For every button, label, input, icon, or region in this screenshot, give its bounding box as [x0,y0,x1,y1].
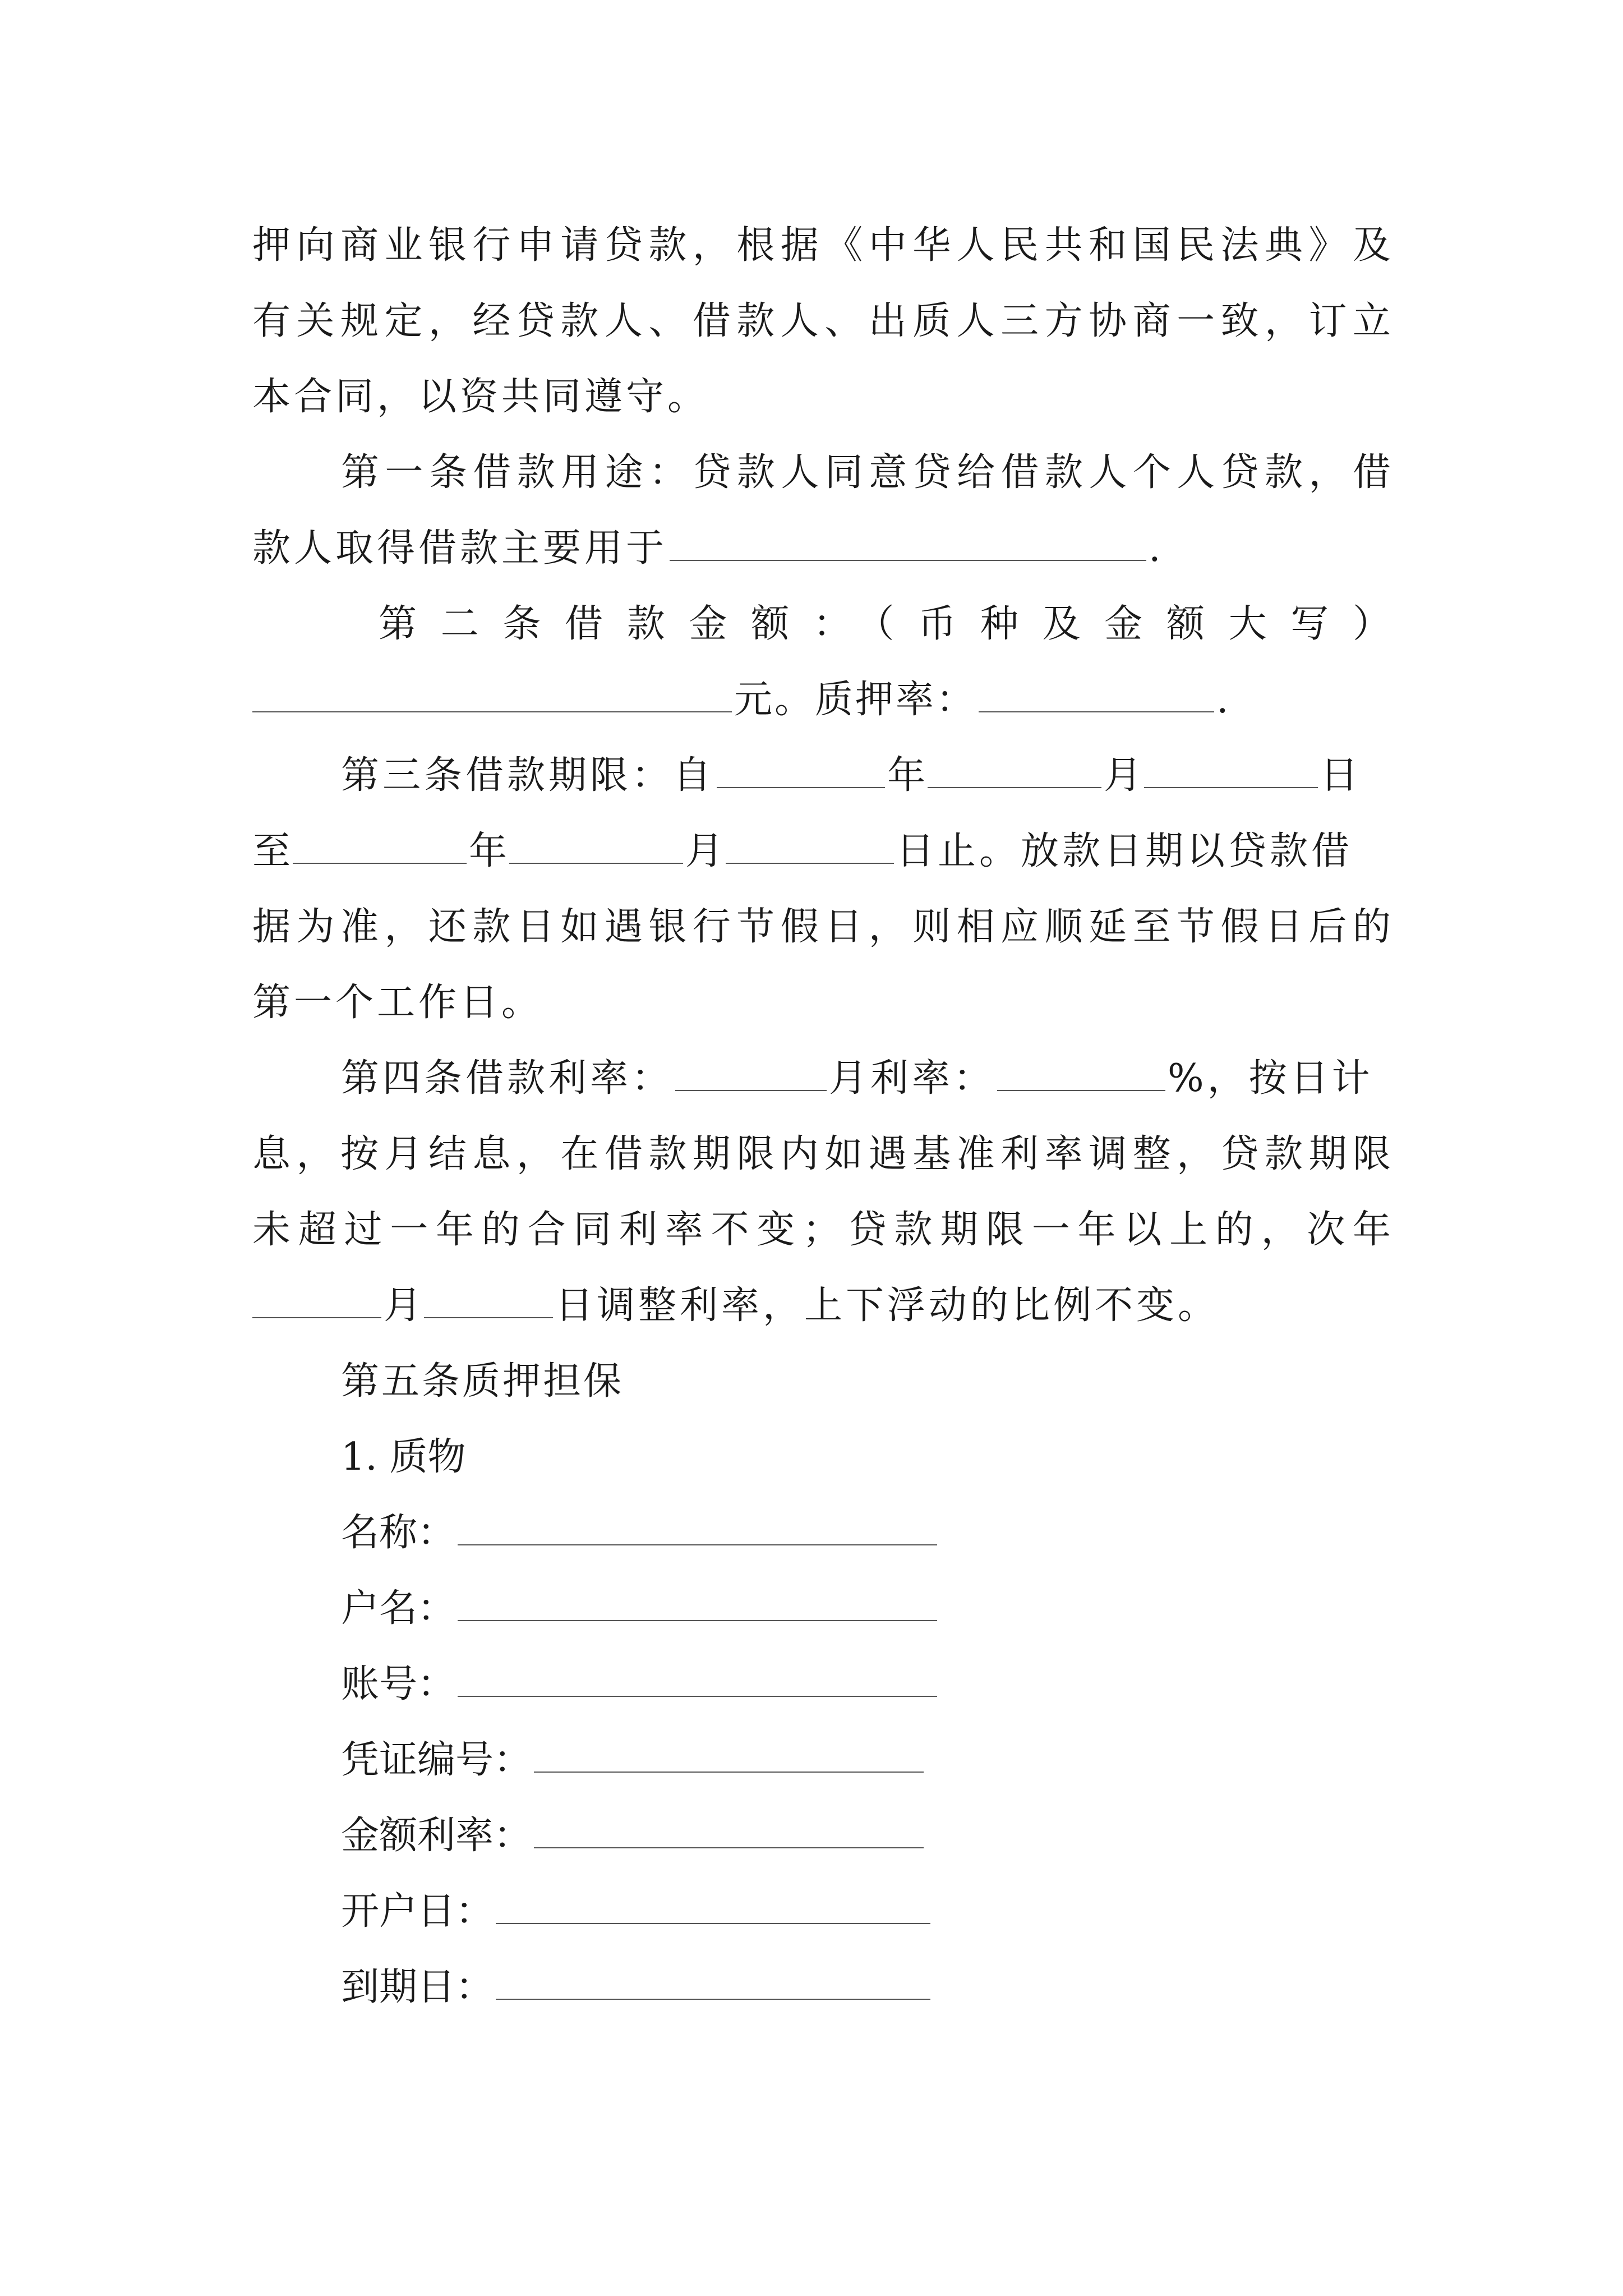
adjust-day-blank[interactable] [424,1282,553,1318]
intro-line-3: 本合同，以资共同遵守。 [252,375,709,419]
account-holder-row [341,1581,1479,1637]
to-label: 至 [252,829,291,873]
voucher-number-row [341,1732,1479,1788]
start-month-label: 月 [1104,753,1142,798]
article-2-line-1: 第二条借款金额：（币种及金额大写） [379,602,1391,646]
loan-rate-blank[interactable] [675,1055,827,1091]
pledge-rate-blank[interactable] [979,677,1214,712]
monthly-rate-blank[interactable] [997,1055,1165,1091]
article-3-period-label: 第三条借款期限：自 [341,753,715,798]
open-date-row [341,1884,1479,1940]
article-3-line-3: 据为准，还款日如遇银行节假日，则相应顺延至节假日后的 [252,905,1391,949]
open-date-label: 开户日： [341,1889,494,1934]
article-5-subtitle: 1. 质物 [341,1435,466,1479]
due-date-label: 到期日： [341,1965,494,2009]
amount-rate-row [341,1808,1479,1864]
article-4-line-3: 未超过一年的合同利率不变；贷款期限一年以上的，次年 [252,1208,1391,1252]
article-4-line-1 [341,1051,1391,1107]
end-month-label: 月 [685,829,724,873]
intro-line-1: 押向商业银行申请贷款，根据《中华人民共和国民法典》及 [252,223,1391,268]
account-number-label: 账号： [341,1662,456,1706]
article-1-purpose-label: 款人取得借款主要用于 [252,526,668,570]
article-2-line-2 [252,672,1391,728]
article-3-line-2 [252,823,1391,880]
article-4-line-4 [252,1278,1391,1334]
article-5-title: 第五条质押担保 [341,1359,624,1404]
article-2-unit-label: 元。质押率： [734,678,977,722]
article-1-end: . [1149,526,1164,570]
adjust-rate-text: 日调整利率，上下浮动的比例不变。 [555,1283,1220,1328]
collateral-name-blank[interactable] [458,1510,937,1545]
article-4-line-2: 息，按月结息，在借款期限内如遇基准利率调整，贷款期限 [252,1132,1391,1176]
collateral-name-row [341,1505,1479,1561]
account-holder-blank[interactable] [458,1585,937,1621]
article-3-line-1 [341,748,1391,804]
voucher-number-blank[interactable] [534,1737,924,1773]
account-number-blank[interactable] [458,1661,937,1697]
voucher-number-label: 凭证编号： [341,1738,532,1782]
loan-purpose-blank[interactable] [670,525,1146,561]
account-holder-label: 户名： [341,1586,456,1631]
end-year-label: 年 [469,829,508,873]
loan-amount-blank[interactable] [252,677,732,712]
article-4-rate-label: 第四条借款利率： [341,1056,674,1101]
article-4-percent: %，按日计 [1168,1056,1373,1101]
adjust-month-blank[interactable] [252,1282,381,1318]
end-year-blank[interactable] [293,828,467,864]
article-1-line-1: 第一条借款用途：贷款人同意贷给借款人个人贷款，借 [341,450,1391,495]
due-date-row [341,1959,1479,2016]
end-month-blank[interactable] [509,828,683,864]
article-2-end: . [1216,678,1229,722]
start-day-blank[interactable] [1144,752,1318,788]
intro-line-2: 有关规定，经贷款人、借款人、出质人三方协商一致，订立 [252,299,1391,343]
article-1-line-2 [252,521,1391,577]
adjust-month-label: 月 [384,1283,422,1328]
article-3-until: 日止。放款日期以贷款借 [896,829,1353,873]
amount-rate-label: 金额利率： [341,1814,532,1858]
article-3-line-4: 第一个工作日。 [252,981,543,1025]
open-date-blank[interactable] [496,1888,930,1924]
due-date-blank[interactable] [496,1964,930,2000]
end-day-blank[interactable] [726,828,894,864]
monthly-rate-label: 月利率： [829,1056,995,1101]
start-year-label: 年 [887,753,926,798]
account-number-row [341,1657,1479,1713]
start-month-blank[interactable] [928,752,1101,788]
start-year-blank[interactable] [717,752,885,788]
amount-rate-blank[interactable] [534,1812,924,1848]
collateral-name-label: 名称： [341,1511,456,1555]
start-day-label: 日 [1320,753,1359,798]
